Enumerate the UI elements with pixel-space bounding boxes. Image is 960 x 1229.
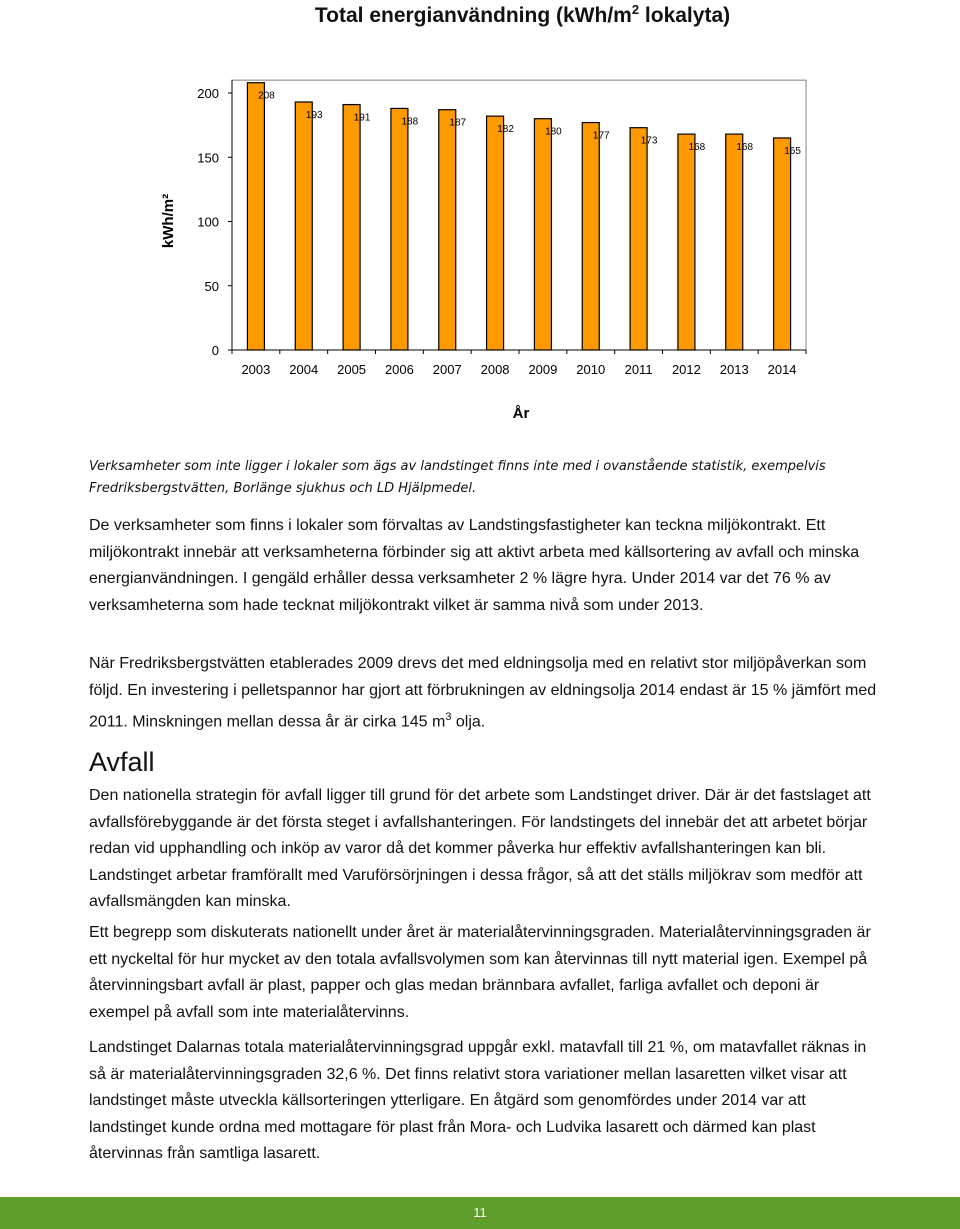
x-tick-label: 2003 bbox=[241, 362, 271, 377]
paragraph-fredriksbergstvatten-end: olja. bbox=[451, 713, 486, 731]
paragraph-miljokontrakt: De verksamheter som finns i lokaler som förvaltas av Landstingsfastigheter kan teckna miljökontrakt. Ett miljökontrakt innebär att verksamheterna förbinder sig att aktivt arbeta med källsortering av avfall och minska energianvändningen. I gengäld erhåller dessa verksamheter 2 % lägre hyra. Under 2014 var det 76 % av verksamheterna som hade tecknat miljökontrakt vilket är samma nivå som under 2013. bbox=[89, 517, 860, 614]
data-label: 173 bbox=[640, 135, 658, 147]
y-tick-label: 150 bbox=[197, 150, 219, 166]
x-tick-label: 2014 bbox=[767, 362, 797, 377]
x-tick-label: 2011 bbox=[624, 362, 653, 377]
bar-2005 bbox=[343, 105, 360, 350]
data-label: 193 bbox=[305, 109, 323, 121]
y-tick-label: 50 bbox=[204, 278, 219, 294]
paragraph-fredriksbergstvatten bbox=[89, 651, 879, 736]
footer-bar bbox=[0, 1197, 960, 1229]
data-label: 180 bbox=[545, 126, 562, 138]
data-label: 188 bbox=[401, 116, 419, 128]
bar-2004 bbox=[295, 102, 312, 350]
x-tick-label: 2013 bbox=[719, 362, 749, 377]
data-label: 187 bbox=[449, 117, 467, 129]
paragraph-nationella-strategin: Den nationella strategin för avfall ligger till grund för det arbete som Landstinget driver. Där är det fastslaget att avfallsförebyggande är det första steget i avfallshanteringen. För landstingets del innebär det att arbetet börjar redan vid upphandling och inköp av varor då det kommer påverka hur effektiv avfallshanteringen kan bli. Landstinget arbetar framförallt med Varuförsörjningen i dessa frågor, så att det ställs miljökrav som medför att avfallsmängden kan minska. bbox=[89, 787, 871, 910]
page-number: 11 bbox=[473, 1205, 487, 1220]
bar-2013 bbox=[726, 134, 743, 350]
x-tick-label: 2005 bbox=[337, 362, 367, 377]
bar-2008 bbox=[487, 116, 504, 350]
data-label: 165 bbox=[784, 145, 801, 157]
x-tick-label: 2004 bbox=[289, 362, 319, 377]
bar-2014 bbox=[774, 138, 791, 350]
y-tick-label: 100 bbox=[197, 214, 219, 230]
energy-bar-chart bbox=[0, 0, 960, 440]
bar-2012 bbox=[678, 134, 695, 350]
x-tick-label: 2007 bbox=[432, 362, 462, 377]
paragraph-materialatervinningsgrad: Ett begrepp som diskuterats nationellt under året är materialåtervinningsgraden. Materialåtervinningsgraden är ett nyckeltal för hur mycket av den totala avfallsvolymen som kan återvinnas till nytt material igen. Exempel på återvinningsbart avfall är plast, papper och glas medan brännbara avfallet, farliga avfallet och deponi är exempel på avfall som inte materialåtervinns. bbox=[89, 924, 871, 1021]
x-axis-title: År bbox=[512, 405, 530, 422]
chart-title-end: lokalyta) bbox=[639, 4, 731, 27]
data-label: 168 bbox=[736, 142, 754, 154]
italic-note: Verksamheter som inte ligger i lokaler som ägs av landstinget finns inte med i ovanstående statistik, exempelvis Fredriksbergstvätten, Borlänge sjukhus och LD Hjälpmedel. bbox=[89, 459, 826, 496]
y-tick-label: 200 bbox=[197, 86, 219, 101]
data-label: 182 bbox=[497, 124, 514, 136]
y-tick-label: 0 bbox=[211, 343, 219, 358]
data-label: 208 bbox=[258, 90, 275, 102]
bar-2003 bbox=[247, 83, 264, 350]
y-axis-title: kWh/m² bbox=[160, 193, 177, 249]
bar-2007 bbox=[439, 110, 456, 350]
chart-title-text: Total energianvändning (kWh/m bbox=[314, 4, 632, 27]
x-tick-label: 2009 bbox=[528, 362, 558, 377]
paragraph-fredriksbergstvatten-text: När Fredriksbergstvätten etablerades 2009 drevs det med eldningsolja med en relativt stor miljöpåverkan som följd. En investering i pelletspannor har gjort att förbrukningen av eldningsolja 2014 endast är 15 % jämfört med 2011. Minskningen mellan dessa år är cirka 145 m bbox=[89, 655, 877, 731]
x-tick-label: 2006 bbox=[384, 362, 414, 377]
bar-2011 bbox=[630, 128, 647, 350]
bar-2006 bbox=[391, 108, 408, 350]
cubic-superscript: 3 bbox=[445, 711, 452, 723]
data-label: 168 bbox=[688, 142, 706, 154]
data-label: 177 bbox=[592, 130, 610, 142]
chart-title-sup: 2 bbox=[631, 2, 640, 17]
x-tick-label: 2012 bbox=[671, 362, 701, 377]
paragraph-landstinget-dalarna: Landstinget Dalarnas totala materialåtervinningsgrad uppgår exkl. matavfall till 21 %, om matavfallet räknas in så är materialåtervinningsgraden 32,6 %. Det finns relativt stora variationer mellan lasaretten vilket visar att landstinget måste utveckla källsorteringen ytterligare. En åtgärd som genomfördes under 2014 var att landstinget kunde ordna med mottagare för plast från Mora- och Ludvika lasarett och därmed kan plast återvinnas från samtliga lasarett. bbox=[89, 1039, 867, 1162]
x-tick-label: 2008 bbox=[480, 362, 510, 377]
bar-2009 bbox=[534, 119, 551, 350]
section-heading-avfall: Avfall bbox=[89, 747, 155, 777]
data-label: 191 bbox=[353, 112, 371, 124]
bar-2010 bbox=[582, 123, 599, 350]
x-tick-label: 2010 bbox=[576, 362, 606, 377]
